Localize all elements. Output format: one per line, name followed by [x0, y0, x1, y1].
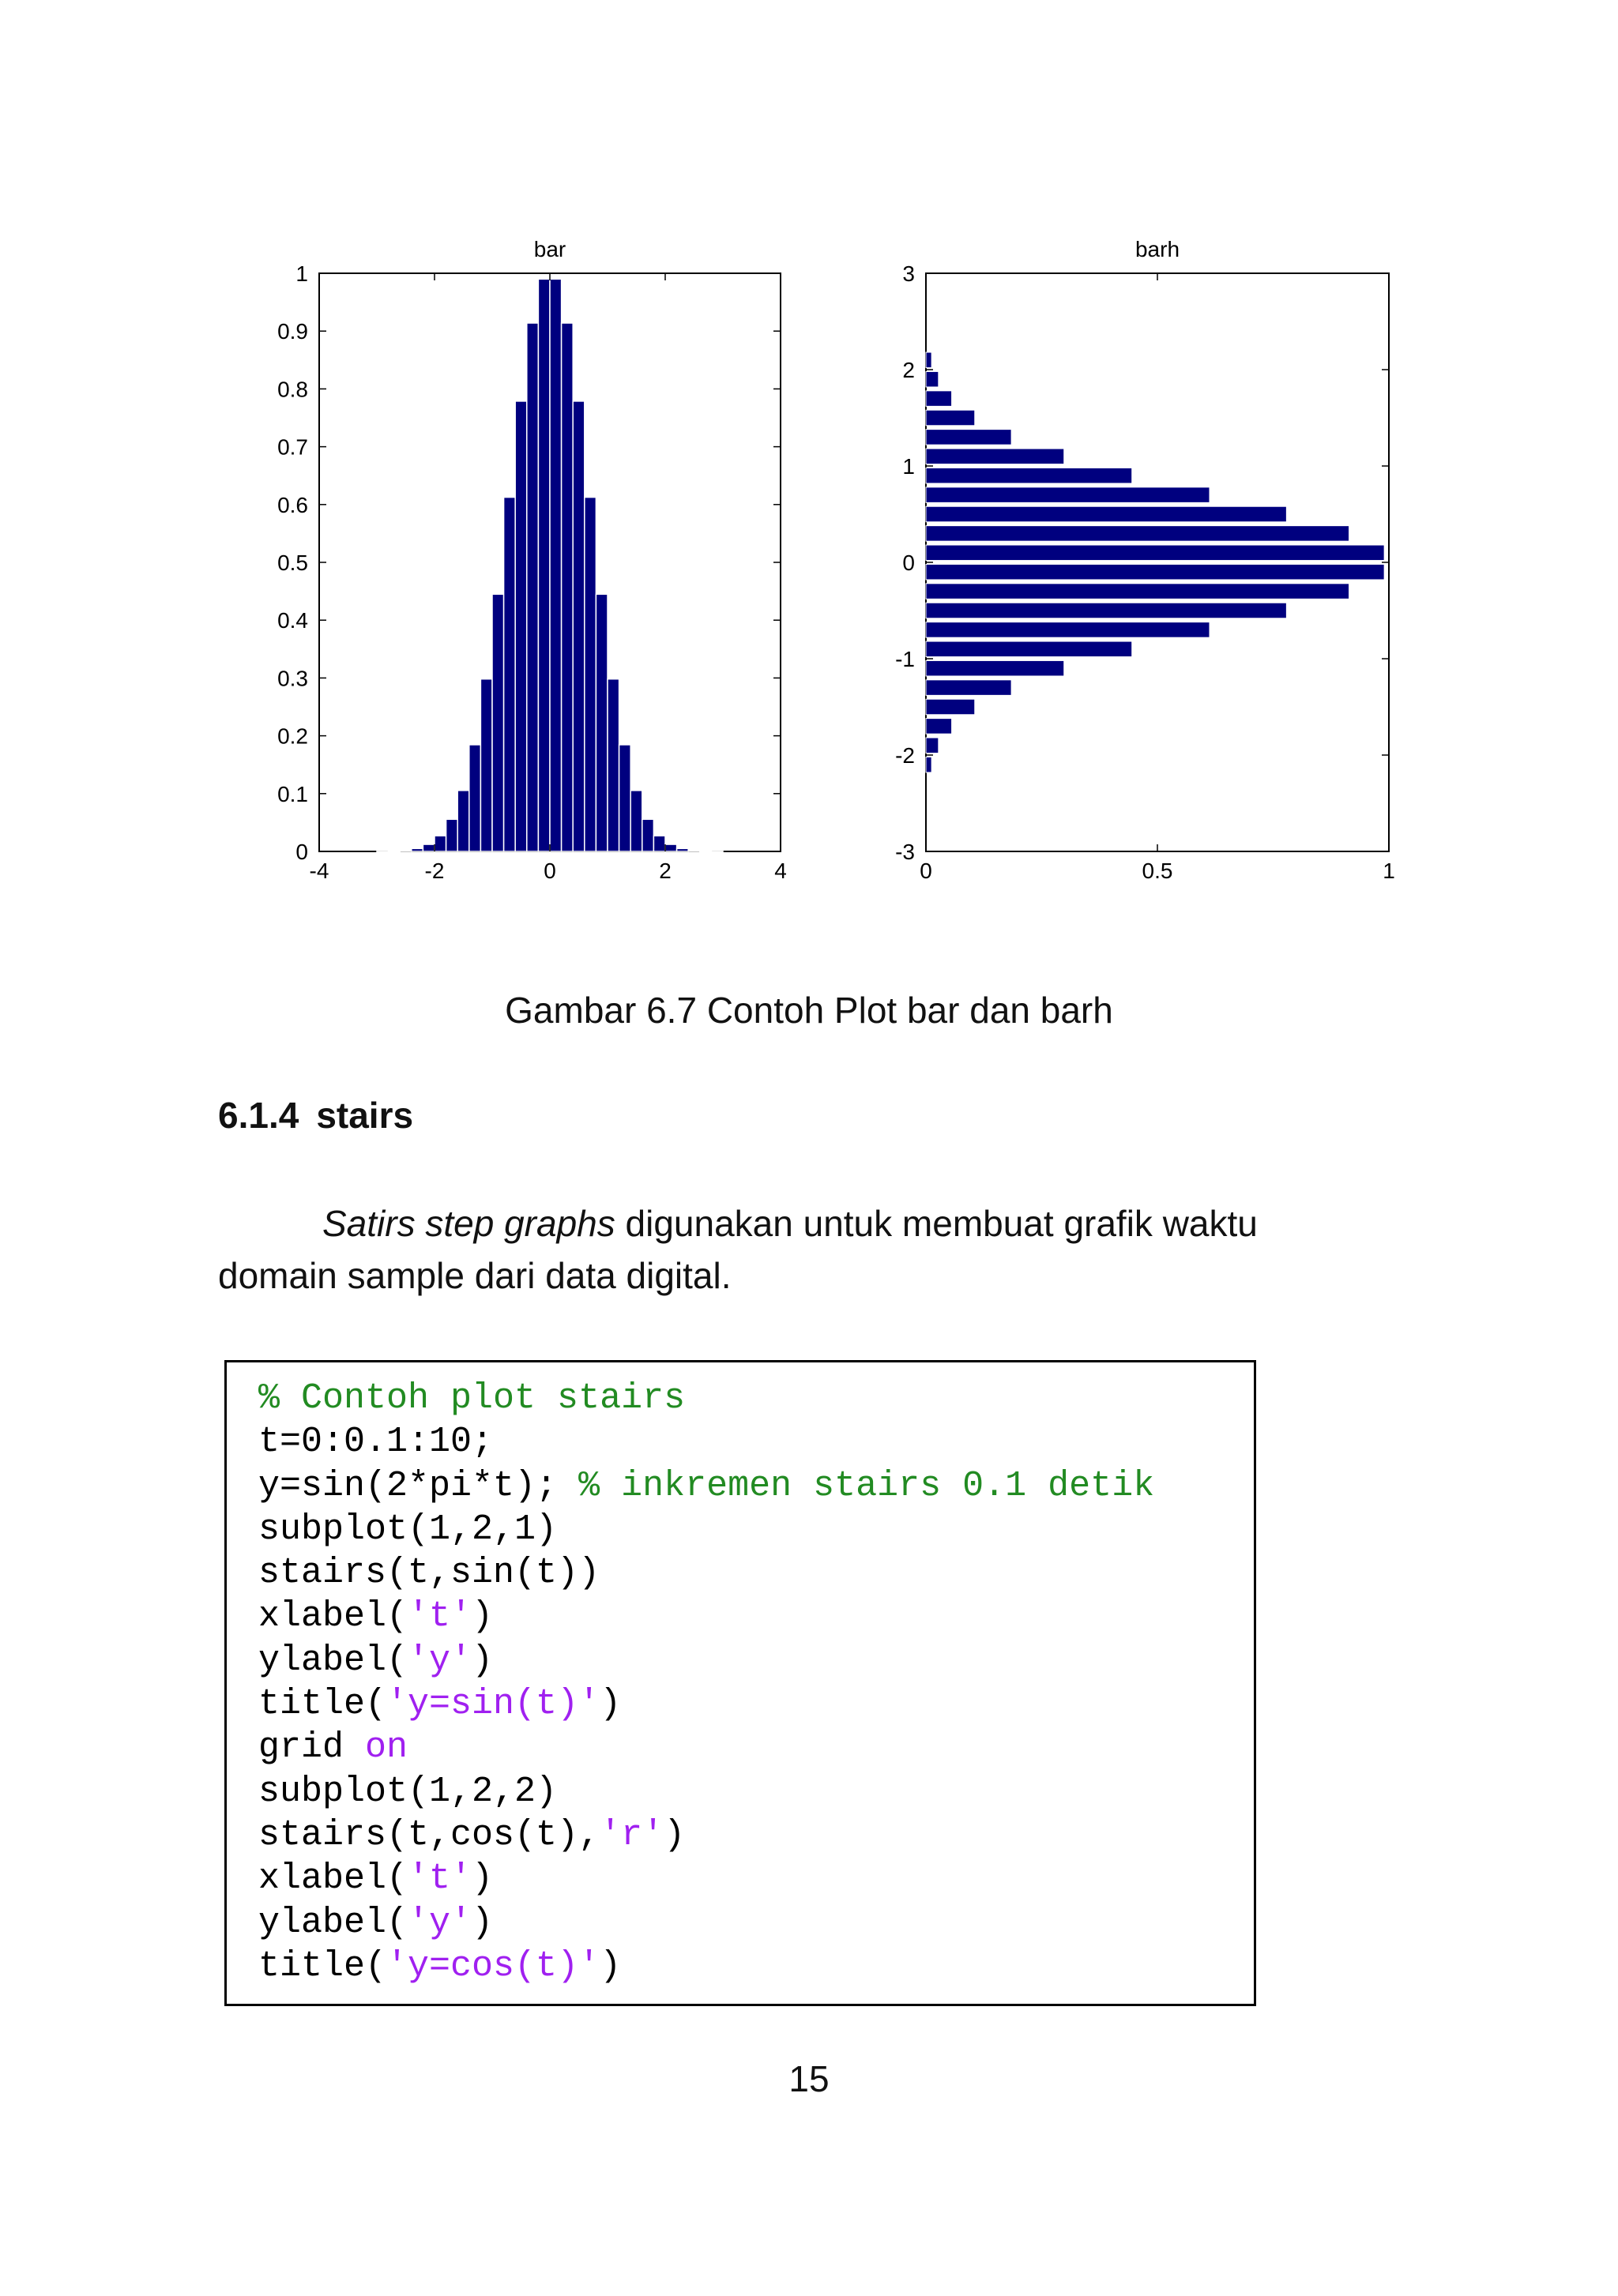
bar [412, 848, 423, 851]
y-tick-label: 1 [902, 454, 915, 479]
x-tick-label: -4 [309, 859, 329, 883]
code-listing-box [224, 1360, 1256, 2006]
code-line: ) [472, 1640, 494, 1681]
code-line: xlabel( [258, 1596, 408, 1637]
code-listing [258, 1377, 1154, 1988]
code-line: y=sin(2*pi*t); [258, 1465, 579, 1506]
bar [504, 498, 516, 851]
y-tick-label: -2 [895, 743, 915, 768]
y-tick-label: 0 [902, 551, 915, 575]
code-line: ylabel( [258, 1902, 408, 1943]
bar [480, 679, 492, 851]
barh-bar [926, 391, 952, 407]
barh-bar [926, 410, 975, 426]
x-tick-label: 0 [544, 859, 556, 883]
barh-bar [926, 352, 931, 368]
barh-bar [926, 371, 939, 387]
x-tick-label: -2 [424, 859, 445, 883]
code-line: subplot(1,2,2) [258, 1771, 558, 1812]
barh-bar [926, 641, 1132, 657]
barh-bar [926, 545, 1384, 561]
y-tick-label: 0.9 [277, 319, 308, 344]
y-tick-label: 0.6 [277, 492, 308, 517]
barh-bar [926, 564, 1384, 580]
y-tick-label: 0.1 [277, 781, 308, 806]
bar [435, 836, 446, 851]
bar [562, 323, 574, 851]
bar [619, 745, 631, 851]
bar [677, 848, 689, 851]
code-line: stairs(t,sin(t)) [258, 1553, 600, 1594]
bar [573, 401, 585, 851]
code-line: xlabel( [258, 1858, 408, 1900]
paragraph-italic-term: Satirs step graphs [322, 1203, 615, 1244]
bar [630, 791, 642, 851]
code-line: ) [600, 1684, 622, 1725]
bar [538, 279, 550, 851]
code-line: ) [472, 1858, 494, 1900]
code-line: t=0:0.1:10; [258, 1422, 494, 1463]
code-string: 'y=sin(t)' [386, 1684, 600, 1725]
x-tick-label: 4 [774, 859, 787, 883]
code-line: grid [258, 1727, 366, 1768]
code-string: 't' [408, 1596, 472, 1637]
y-tick-label: 1 [295, 261, 308, 286]
barh-bar [926, 603, 1286, 618]
x-tick-label: 0 [920, 859, 932, 883]
bar-chart-title: bar [533, 237, 566, 261]
barh-chart-title: barh [1134, 237, 1180, 261]
bar [377, 851, 389, 852]
code-line: title( [258, 1684, 387, 1725]
code-comment: % Contoh plot stairs [258, 1378, 686, 1419]
barh-chart [895, 237, 1395, 883]
code-line: ) [664, 1814, 686, 1855]
barh-bar [926, 430, 1011, 445]
bar [653, 836, 665, 851]
y-tick-label: 0.3 [277, 666, 308, 691]
bar [423, 844, 435, 851]
y-tick-label: -1 [895, 647, 915, 671]
y-tick-label: 0.4 [277, 608, 308, 633]
page-number: 15 [788, 2058, 830, 2099]
bar [527, 323, 539, 851]
section-title: stairs [316, 1095, 414, 1136]
code-line: stairs(t,cos(t), [258, 1814, 600, 1855]
y-tick-label: -3 [895, 840, 915, 864]
code-string: 'y' [408, 1902, 472, 1943]
barh-bar [926, 738, 939, 753]
barh-bar [926, 719, 952, 735]
body-paragraph [218, 1197, 1419, 1302]
code-line: ) [600, 1945, 622, 1986]
y-tick-label: 0.8 [277, 377, 308, 402]
barh-bar [926, 506, 1286, 522]
x-tick-label: 0.5 [1142, 859, 1173, 883]
bar [596, 594, 608, 851]
code-line: ) [472, 1902, 494, 1943]
barh-bar [926, 487, 1210, 503]
barh-bar [926, 757, 931, 772]
barh-bar [926, 699, 975, 715]
bar [515, 401, 527, 851]
code-string: 't' [408, 1858, 472, 1900]
bar [457, 791, 469, 851]
section-number: 6.1.4 [218, 1095, 299, 1136]
bar [608, 679, 619, 851]
y-tick-label: 0.5 [277, 551, 308, 575]
paragraph-line-2: domain sample dari data digital. [218, 1255, 732, 1296]
bar [492, 594, 504, 851]
y-tick-label: 3 [902, 261, 915, 286]
barh-bar [926, 622, 1210, 638]
figure-plots [0, 0, 1618, 932]
code-keyword: on [365, 1727, 408, 1768]
y-tick-label: 0 [295, 840, 308, 864]
bar [469, 745, 481, 851]
bar-chart [277, 237, 787, 883]
y-tick-label: 2 [902, 358, 915, 382]
barh-bar [926, 660, 1064, 676]
section-heading [218, 1094, 413, 1137]
bar [446, 819, 458, 851]
paragraph-line-1 [218, 1197, 1419, 1249]
bar [642, 819, 654, 851]
code-line: subplot(1,2,1) [258, 1509, 558, 1550]
y-tick-label: 0.2 [277, 723, 308, 749]
code-line: ylabel( [258, 1640, 408, 1681]
paragraph-line-1-text: digunakan untuk membuat grafik waktu [615, 1203, 1258, 1244]
code-string: 'y' [408, 1640, 472, 1681]
y-tick-label: 0.7 [277, 434, 308, 460]
barh-bar [926, 468, 1132, 483]
barh-bar [926, 584, 1349, 599]
bar [665, 844, 677, 851]
code-line: title( [258, 1945, 387, 1986]
barh-chart-axes-box [926, 273, 1389, 851]
x-tick-label: 1 [1383, 859, 1395, 883]
bar [711, 851, 723, 852]
code-string: 'y=cos(t)' [386, 1945, 600, 1986]
barh-bar [926, 680, 1011, 696]
barh-bar [926, 526, 1349, 542]
code-string: 'r' [600, 1814, 664, 1855]
x-tick-label: 2 [659, 859, 672, 883]
code-line: ) [472, 1596, 494, 1637]
code-comment: % inkremen stairs 0.1 detik [578, 1465, 1155, 1506]
figure-caption: Gambar 6.7 Contoh Plot bar dan barh [505, 990, 1113, 1031]
bar [585, 498, 596, 851]
barh-bar [926, 449, 1064, 464]
bar [550, 279, 562, 851]
